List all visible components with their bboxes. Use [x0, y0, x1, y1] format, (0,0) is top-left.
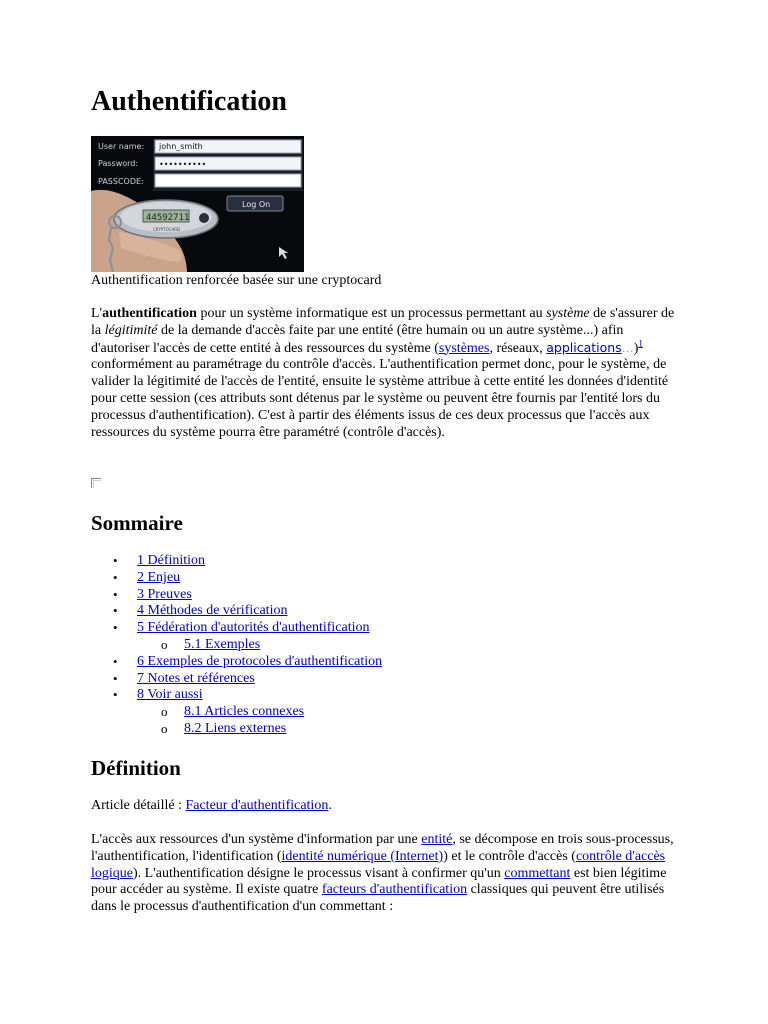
- toc-item: [91, 687, 382, 704]
- link-controle-acces-logique[interactable]: contrôle d'accès logique: [91, 848, 666, 881]
- page-title: Authentification: [91, 86, 287, 117]
- link-entite[interactable]: entité: [421, 832, 453, 847]
- toc-link-voir-aussi[interactable]: 8 Voir aussi: [137, 687, 203, 703]
- toc-link-protocoles[interactable]: 6 Exemples de protocoles d'authentification: [137, 653, 383, 669]
- login-screen-image: [91, 136, 304, 272]
- toc-link-enjeu[interactable]: 2 Enjeu: [137, 569, 181, 585]
- link-applications[interactable]: applications: [546, 339, 622, 355]
- link-commettant[interactable]: commettant: [504, 865, 571, 881]
- cryptocard-login-photo: [91, 136, 304, 272]
- toc-item: [91, 553, 382, 570]
- toc-link-federation[interactable]: 5 Fédération d'autorités d'authentification: [137, 620, 370, 636]
- detailed-article-note: Article détaillé : Facteur d'authentification.: [91, 798, 332, 813]
- broken-image-icon: [91, 478, 101, 488]
- reference-1-link[interactable]: 1: [638, 337, 643, 348]
- toc-subitem: [91, 637, 382, 654]
- bold-term: authentification: [102, 306, 197, 321]
- toc-heading: Sommaire: [91, 511, 183, 535]
- ellipsis: …: [621, 340, 634, 355]
- passcode-label: PASSCODE:: [98, 177, 144, 186]
- toc-link-exemples[interactable]: 5.1 Exemples: [184, 636, 261, 652]
- toc-subitem: [91, 704, 382, 721]
- intro-paragraph: L'authentification pour un système informatique est un processus permettant au système de s'assurer de la légitimité de la demande d'accès faite par une entité (être humain ou un autre système...) afin d'autoriser l'accès de cette entité à des ressources du système (systèmes, réseaux, applications…)$^1$ conformément au paramétrage du contrôle d'accès. L'authentification permet donc, pour le système, de valider la légitimité de l'accès de l'entité, ensuite le système attribue à cette entité les données d'identité pour cette session (ces attributs sont détenus par le système ou peuvent être fournis par l'entité lors du processus d'authentification). C'est à partir des éléments issus de ces deux processus que l'accès aux ressources du système pourra être paramétré (contrôle d'accès).: [91, 306, 675, 440]
- toc-link-articles-connexes[interactable]: 8.1 Articles connexes: [184, 704, 305, 720]
- toc-link-notes[interactable]: 7 Notes et références: [137, 670, 255, 686]
- toc-item: [91, 570, 382, 587]
- toc-item: [91, 620, 382, 637]
- password-value: ••••••••••: [159, 160, 207, 169]
- svg-text:CRYPTOCARD: CRYPTOCARD: [153, 227, 181, 232]
- link-facteur-authentification[interactable]: Facteur d'authentification: [185, 798, 329, 813]
- token-display: 44592711: [146, 213, 190, 223]
- link-identite-numerique[interactable]: identité numérique (Internet): [281, 848, 444, 864]
- toc-item: [91, 654, 382, 671]
- toc-item: [91, 603, 382, 620]
- toc-link-methodes[interactable]: 4 Méthodes de vérification: [137, 603, 288, 619]
- toc-subitem: [91, 721, 382, 738]
- toc-link-liens-externes[interactable]: 8.2 Liens externes: [184, 720, 287, 736]
- figure-caption: Authentification renforcée basée sur une cryptocard: [91, 273, 382, 288]
- toc-item: [91, 587, 382, 604]
- toc-item: [91, 671, 382, 688]
- toc-link-preuves[interactable]: 3 Preuves: [137, 586, 192, 602]
- table-of-contents: [91, 553, 382, 738]
- password-label: Password:: [98, 159, 139, 168]
- svg-text:Log On: Log On: [242, 200, 271, 209]
- user-name-value: john_smith: [159, 142, 203, 151]
- toc-link-definition[interactable]: 1 Définition: [137, 553, 206, 568]
- link-systemes[interactable]: systèmes: [438, 340, 490, 356]
- definition-heading: Définition: [91, 756, 181, 780]
- user-name-label: User name:: [98, 142, 145, 151]
- link-facteurs-authentification[interactable]: facteurs d'authentification: [321, 882, 468, 898]
- definition-paragraph: L'accès aux ressources d'un système d'information par une entité, se décompose en trois sous-processus, l'authentification, l'identification (identité numérique (Internet)) et le contrôle d'accès (contrôle d'accès logique). L'authentification désigne le processus visant à confirmer qu'un commettant est bien légitime pour accéder au système. Il existe quatre facteurs d'authentification classiques qui peuvent être utilisés dans le processus d'authentification d'un commettant :: [91, 832, 674, 915]
